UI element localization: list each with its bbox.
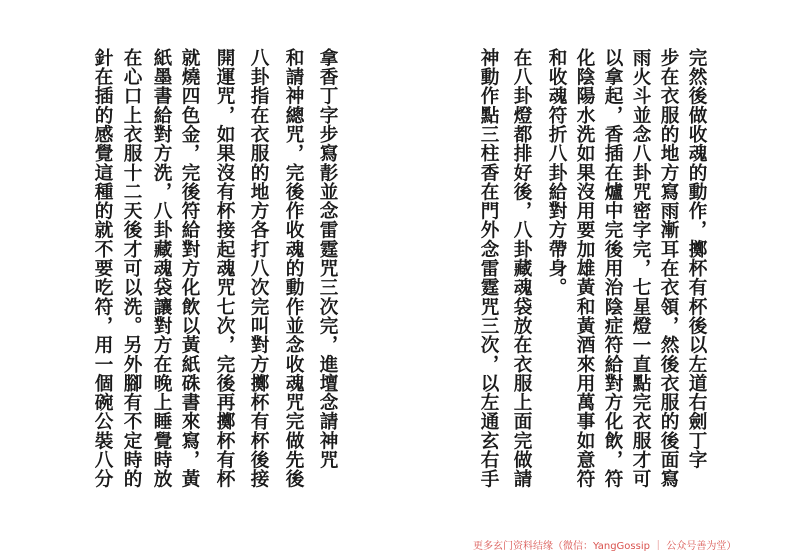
right-text-column: 化陰陽水洗如果沒用要加雄黃和黃酒來用萬事如意符 <box>574 48 595 489</box>
footer-watermark-text: 更多玄门资料结缘（微信：YangGossip ｜ 公众号善为堂） <box>473 541 737 552</box>
right-text-column: 和收魂符折八卦給對方帶身。 <box>546 48 567 297</box>
left-text-column: 八卦指在衣服的地方各打八次完叫對方擲杯有杯後接 <box>248 48 269 489</box>
right-text-column: 以拿起，香插在爐中完後用治陰症符給對方化飲，符 <box>602 48 623 489</box>
left-text-column: 就燒四色金，完後符給對方化飲以黃紙硃書來寫，黃 <box>179 48 200 489</box>
right-text-column: 在八卦燈都排好後，八卦藏魂袋放在衣服上面完做請 <box>511 48 532 489</box>
left-text-column: 在心口上衣服十二天後才可以洗。另外腳有不定時的 <box>121 48 142 489</box>
left-text-column: 紙墨書給對方洗，八卦藏魂袋讓對方在晚上睡覺時放 <box>151 48 172 489</box>
left-text-column: 開運咒，如果沒有杯接起魂咒七次，完後再擲杯有杯 <box>214 48 235 489</box>
left-text-column: 和請神總咒，完後作收魂的動作並念收魂咒完做先後 <box>283 48 304 489</box>
left-text-column: 針在插的感覺這種的就不要吃符，用一個碗公裝八分 <box>92 48 113 489</box>
right-text-column: 完然後做收魂的動作，擲杯有杯後以左道右劍丁字 <box>686 48 707 470</box>
right-text-column: 雨火斗並念八卦咒密字完，七星燈一直點完衣服才可 <box>630 48 651 489</box>
right-text-column: 神動作點三柱香在門外念雷霆咒三次，以左通玄右手 <box>478 48 499 489</box>
left-text-column: 拿香丁字步寫𩇕並念雷霆咒三次完，進壇念請神咒 <box>317 48 338 470</box>
right-text-column: 步在衣服的地方寫雨漸耳在衣領，然後衣服的後面寫 <box>658 48 679 489</box>
